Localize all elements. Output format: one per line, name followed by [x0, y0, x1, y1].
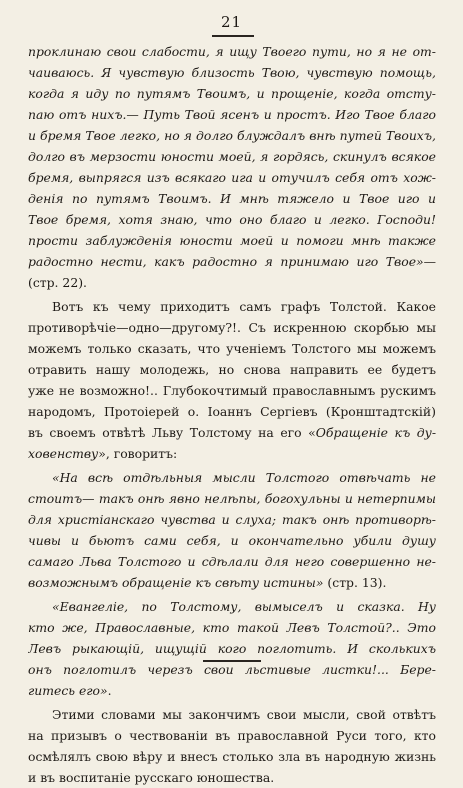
text-line: [28, 83, 436, 104]
text-line: [28, 467, 436, 488]
text-line: [28, 551, 436, 572]
text-line: [28, 488, 436, 509]
text-line: [28, 680, 436, 701]
text-run: (стр. 22).: [28, 275, 87, 290]
text-run: уже не возможно!.. Глубокочтимый православнымъ рускимъ: [28, 383, 436, 398]
italic-text: гитесь его»: [28, 683, 108, 698]
text-line: [28, 146, 436, 167]
italic-text: прости заблужденія юности моей и помоги мнѣ также: [28, 233, 436, 248]
text-line: [28, 767, 436, 788]
italic-text: Левъ рыкающій, ищущій кого поглотить. И сколькихъ: [28, 641, 436, 656]
italic-text: чивы и бьютъ сами себя, и окончательно убили душу: [28, 533, 436, 548]
text-line: [28, 746, 436, 767]
text-line: [28, 422, 436, 443]
text-line: [28, 272, 436, 293]
text-line: [28, 167, 436, 188]
italic-text: денія по путямъ Твоимъ. И мнѣ тяжело и Твое иго и: [28, 191, 436, 206]
text-run: отравить нашу молодежь, но снова направить ее будетъ: [28, 362, 436, 377]
text-line: [28, 125, 436, 146]
italic-text: самаго Льва Толстого и сдѣлали для него совершенно не-: [28, 554, 436, 569]
text-line: [28, 41, 436, 62]
text-line: [28, 638, 436, 659]
text-line: [28, 704, 436, 725]
italic-text: чаиваюсь. Я чувствую близость Твою, чувствую помощь,: [28, 65, 436, 80]
text-line: [28, 359, 436, 380]
italic-text: долго въ мерзости юности моей, я гордясь, скинулъ всякое: [28, 149, 436, 164]
italic-text: когда я иду по путямъ Твоимъ, и прощеніе, когда отсту-: [28, 86, 436, 101]
text-line: [28, 104, 436, 125]
page-number: 21: [220, 13, 243, 31]
italic-text: «На всѣ отдѣльныя мысли Толстого отвѣчать не: [52, 470, 436, 485]
italic-text: бремя, выпрягся изъ всякаго ига и отучилъ себя отъ хож-: [28, 170, 436, 185]
text-line: [28, 230, 436, 251]
italic-text: онъ поглотилъ черезъ свои льстивые листки!... Берe-: [28, 662, 436, 677]
italic-text: кто же, Православные, кто такой Левъ Толстой?.. Это: [28, 620, 436, 635]
text-line: [28, 188, 436, 209]
text-run: въ своемъ отвѣтѣ Льву Толстому на его «: [28, 425, 316, 440]
text-run: осмѣлялъ свою вѣру и внесъ столько зла въ народную жизнь: [28, 749, 436, 764]
text-run: народомъ, Протоіерей о. Іоаннъ Сергіевъ (Кронштадтскій): [28, 404, 436, 419]
italic-text: и бремя Твое легко, но я долго блуждалъ внѣ путей Твоихъ,: [28, 128, 436, 143]
text-line: [28, 659, 436, 680]
italic-text: паю отъ нихъ.— Путь Твой ясенъ и простъ. Иго Твое благо: [28, 107, 436, 122]
text-line: [28, 530, 436, 551]
italic-text: проклинаю свои слабости, я ищу Твоего пути, но я не от-: [28, 44, 436, 59]
italic-text: возможнымъ обращеніе къ свѣту истины»: [28, 575, 324, 590]
italic-text: стоитъ— такъ онѣ явно нелѣпы, богохульны и нетерпимы: [28, 491, 436, 506]
end-rule: [203, 660, 261, 662]
italic-text: радостно нести, какъ радостно я принимаю иго Твое»—: [28, 254, 436, 269]
text-run: и въ воспитаніе русскаго юношества.: [28, 770, 275, 785]
text-line: [28, 596, 436, 617]
text-line: [28, 443, 436, 464]
paragraph: [28, 296, 436, 464]
text-line: [28, 251, 436, 272]
italic-text: Твое бремя, хотя знаю, что оно благо и легко. Господи!: [28, 212, 436, 227]
paragraph: [28, 596, 436, 701]
paragraph: [28, 41, 436, 293]
text-run: на призывъ о чествованіи въ православной Руси того, кто: [28, 728, 436, 743]
text-run: .: [107, 683, 112, 698]
text-line: [28, 509, 436, 530]
page-text: [28, 41, 436, 788]
italic-text: «Евангеліе, по Толстому, вымыселъ и сказка. Ну: [52, 599, 436, 614]
text-run: », говоритъ:: [98, 446, 178, 461]
text-run: Вотъ къ чему приходитъ самъ графъ Толстой. Какое: [52, 299, 436, 314]
text-run: Этими словами мы закончимъ свои мысли, свой отвѣтъ: [52, 707, 436, 722]
italic-text: для христіанскаго чувства и слуха; такъ онѣ противорѣ-: [28, 512, 436, 527]
text-run: (стр. 13).: [323, 575, 387, 590]
text-line: [28, 338, 436, 359]
paragraph: [28, 467, 436, 593]
paragraph: [28, 704, 436, 788]
text-line: [28, 725, 436, 746]
text-line: [28, 209, 436, 230]
italic-text: Обращеніе къ ду-: [315, 425, 436, 440]
text-line: [28, 296, 436, 317]
text-line: [28, 380, 436, 401]
text-line: [28, 572, 436, 593]
text-line: [28, 62, 436, 83]
text-line: [28, 401, 436, 422]
text-run: противорѣчіе—одно—другому?!. Съ искренною скорбью мы: [28, 320, 436, 335]
text-line: [28, 617, 436, 638]
text-run: можемъ только сказать, что ученіемъ Толстого мы можемъ: [28, 341, 436, 356]
header-rule: [212, 35, 254, 37]
italic-text: ховенству: [28, 446, 99, 461]
text-line: [28, 317, 436, 338]
